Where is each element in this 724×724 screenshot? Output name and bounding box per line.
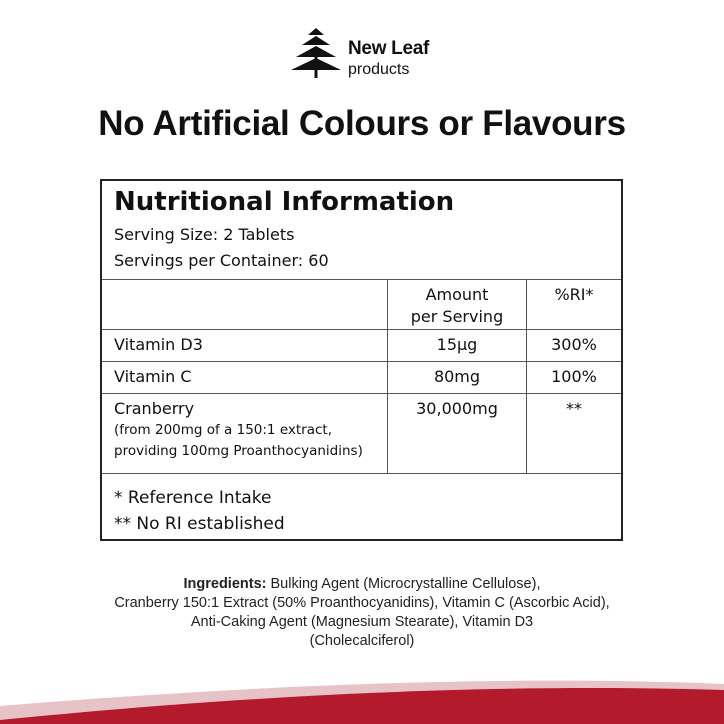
decorative-wave xyxy=(0,644,724,724)
table-row xyxy=(102,393,621,474)
footnote-no-ri: ** No RI established xyxy=(114,514,285,534)
nutrient-amount: 80mg xyxy=(387,361,526,393)
serving-size: Serving Size: 2 Tablets xyxy=(114,225,295,244)
servings-per-container: Servings per Container: 60 xyxy=(114,251,329,270)
nutrient-amount: 30,000mg xyxy=(387,393,526,473)
brand-name: New Leaf xyxy=(348,38,430,59)
nutrition-panel xyxy=(100,179,623,541)
nutrient-ri: 300% xyxy=(526,329,621,361)
nutrient-amount: 15µg xyxy=(387,329,526,361)
ingredients-line4: (Cholecalciferol) xyxy=(309,633,415,649)
nutrition-title: Nutritional Information xyxy=(114,187,455,217)
amount-header-line1: Amount xyxy=(425,285,489,304)
table-row xyxy=(102,361,621,394)
table-header-ri: %RI* xyxy=(526,279,621,329)
table-header-amount xyxy=(387,279,526,329)
ingredients-line3: Anti-Caking Agent (Magnesium Stearate), Vitamin D3 xyxy=(190,614,534,630)
nutrient-ri: ** xyxy=(526,393,621,473)
cranberry-note-line1: (from 200mg of a 150:1 extract, xyxy=(114,422,332,438)
ingredients-label: Ingredients: xyxy=(183,576,267,592)
table-header-name xyxy=(102,279,387,329)
page-headline: No Artificial Colours or Flavours xyxy=(98,104,626,143)
table-header-row xyxy=(102,279,621,330)
nutrient-name: Vitamin D3 xyxy=(114,335,203,354)
nutrition-panel-header xyxy=(102,181,621,280)
ingredients-text xyxy=(62,575,662,651)
footnotes xyxy=(114,485,285,537)
table-row xyxy=(102,329,621,362)
footnote-reference-intake: * Reference Intake xyxy=(114,488,272,508)
brand-subtitle: products xyxy=(348,61,410,78)
nutrient-name: Vitamin C xyxy=(114,367,192,386)
ingredients-line2: Cranberry 150:1 Extract (50% Proanthocyanidins), Vitamin C (Ascorbic Acid), xyxy=(114,595,610,611)
amount-header-line2: per Serving xyxy=(410,307,504,326)
leaf-tree-icon xyxy=(290,28,342,78)
cranberry-note-line2: providing 100mg Proanthocyanidins) xyxy=(114,443,363,459)
cranberry-name: Cranberry xyxy=(114,399,195,418)
nutrient-ri: 100% xyxy=(526,361,621,393)
ingredients-line1: Bulking Agent (Microcrystalline Cellulose), xyxy=(266,576,541,592)
brand-logo xyxy=(290,28,440,80)
nutrient-name xyxy=(102,393,387,473)
